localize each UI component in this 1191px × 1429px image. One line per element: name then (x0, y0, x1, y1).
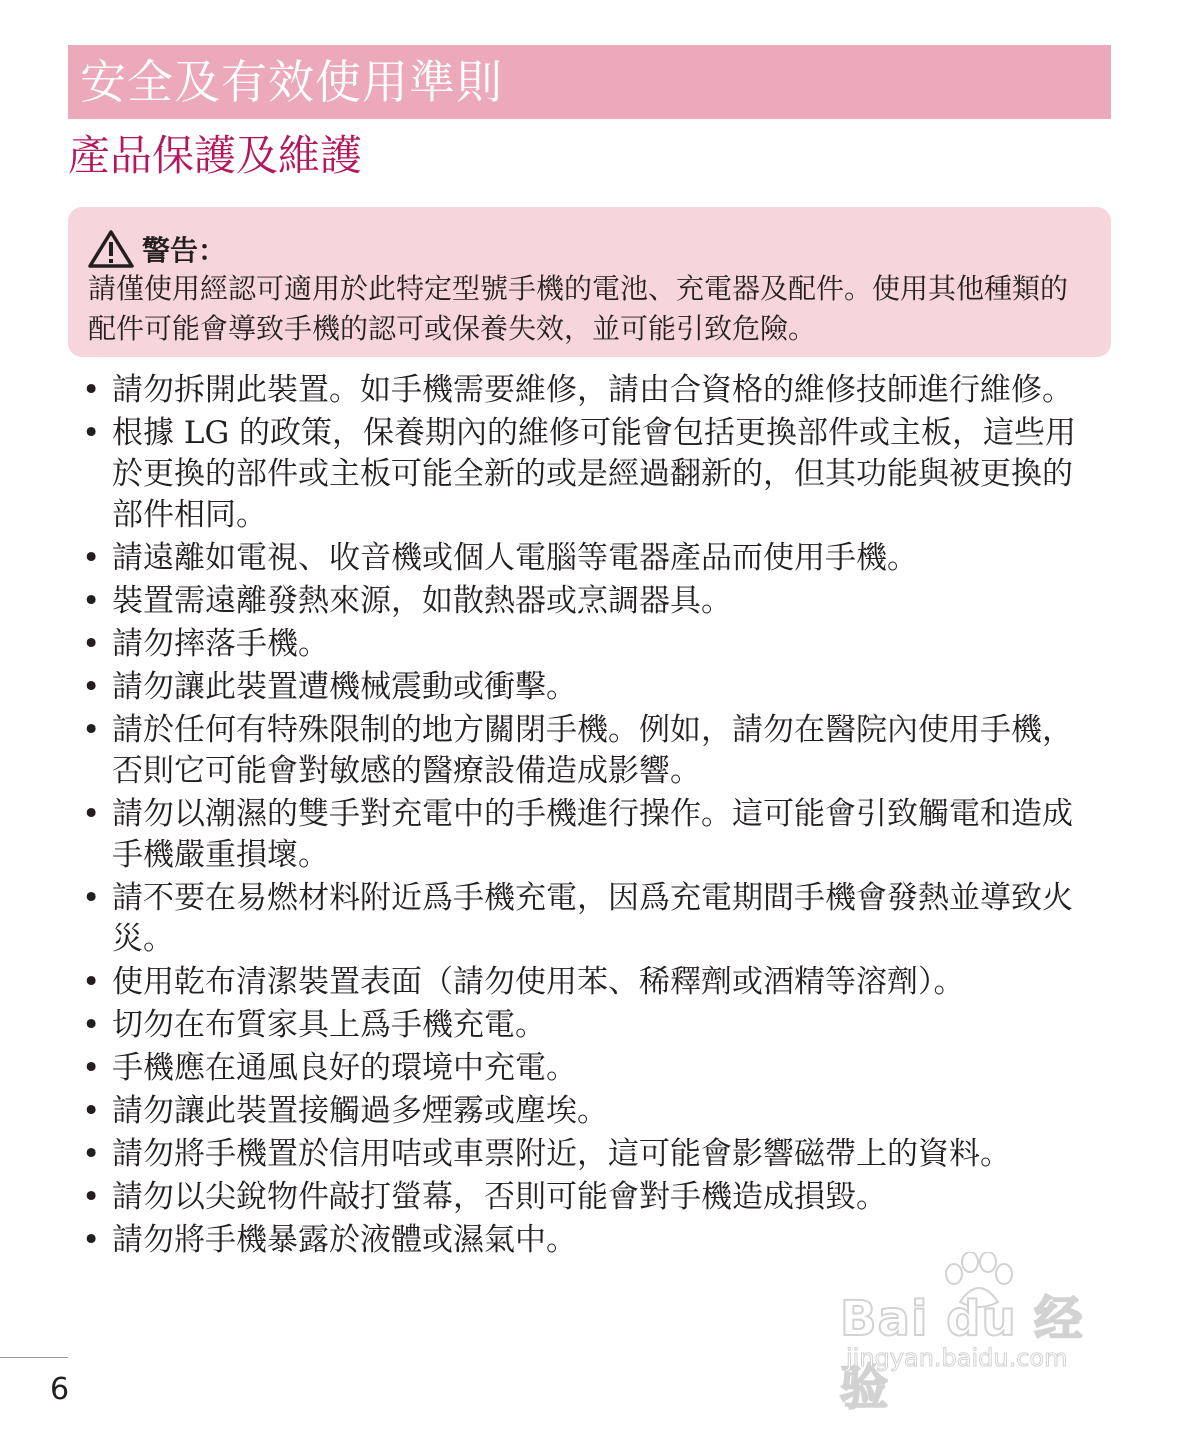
list-item (82, 538, 1102, 579)
page-number: 6 (50, 1372, 70, 1407)
list-item (82, 962, 1102, 1003)
warning-text: 請僅使用經認可適用於此特定型號手機的電池、充電器及配件。使用其他種類的配件可能會導致手機的認可或保養失效，並可能引致危險。 (88, 272, 1069, 345)
bullet-dot: • (82, 796, 101, 832)
bullet-dot: • (82, 626, 101, 662)
section-title: 產品保護及維護 (68, 131, 363, 180)
watermark-logo-text: Bai du 经验 (840, 1291, 1084, 1416)
list-item (82, 624, 1102, 665)
list-item (82, 1005, 1102, 1046)
list-item (82, 878, 1102, 960)
bullet-dot: • (82, 583, 101, 619)
list-item-text: 請勿讓此裝置遭機械震動或衝擊。 (112, 669, 577, 705)
list-item (82, 1177, 1102, 1218)
page-title: 安全及有效使用準則 (80, 55, 503, 109)
bullet-dot: • (82, 1179, 101, 1215)
list-item-text: 請勿將手機置於信用咭或車票附近，這可能會影響磁帶上的資料。 (112, 1136, 1011, 1172)
bullet-dot: • (82, 1093, 101, 1129)
bullet-dot: • (82, 669, 101, 705)
bullet-dot: • (82, 1007, 101, 1043)
list-item-text: 使用乾布清潔裝置表面（請勿使用苯、稀釋劑或酒精等溶劑）。 (112, 964, 965, 1000)
header-band (68, 45, 1111, 119)
list-item-text: 請勿將手機暴露於液體或濕氣中。 (112, 1222, 577, 1258)
bullet-dot: • (82, 415, 101, 451)
list-item-text: 請勿以尖銳物件敲打螢幕，否則可能會對手機造成損毀。 (112, 1179, 887, 1215)
list-item (82, 1134, 1102, 1175)
list-item-text: 請勿讓此裝置接觸過多煙霧或塵埃。 (112, 1093, 608, 1129)
watermark-url: jingyan.baidu.com (846, 1344, 1068, 1372)
list-item (82, 1091, 1102, 1132)
list-item (82, 581, 1102, 622)
bullet-dot: • (82, 1222, 101, 1258)
list-item (82, 1048, 1102, 1089)
warning-box (68, 207, 1111, 357)
bullet-dot: • (82, 964, 101, 1000)
list-item-text: 裝置需遠離發熱來源，如散熱器或烹調器具。 (112, 583, 732, 619)
list-item (82, 413, 1102, 536)
warning-triangle-icon (88, 230, 134, 268)
warning-heading (88, 229, 226, 269)
list-item-text: 請勿摔落手機。 (112, 626, 329, 662)
list-item-text: 請不要在易燃材料附近爲手機充電，因爲充電期間手機會發熱並導致火災。 (112, 880, 1073, 957)
list-item-text: 手機應在通風良好的環境中充電。 (112, 1050, 577, 1086)
list-item (82, 794, 1102, 876)
list-item-text: 請於任何有特殊限制的地方關閉手機。例如，請勿在醫院內使用手機，否則它可能會對敏感的醫療設備造成影響。 (112, 712, 1073, 789)
bullet-dot: • (82, 1136, 101, 1172)
bullet-dot: • (82, 1050, 101, 1086)
list-item (82, 370, 1102, 411)
page-footer-rule (0, 1357, 68, 1358)
list-item (82, 667, 1102, 708)
bullet-dot: • (82, 372, 101, 408)
list-item-text: 根據 LG 的政策，保養期內的維修可能會包括更換部件或主板，這些用於更換的部件或主板可能全新的或是經過翻新的，但其功能與被更換的部件相同。 (112, 415, 1077, 533)
list-item-text: 切勿在布質家具上爲手機充電。 (112, 1007, 546, 1043)
warning-label: 警告： (142, 234, 227, 267)
bullet-list (82, 370, 1102, 1263)
bullet-dot: • (82, 712, 101, 748)
bullet-dot: • (82, 880, 101, 916)
baidu-watermark (840, 1252, 1130, 1416)
list-item (82, 710, 1102, 792)
list-item-text: 請勿拆開此裝置。如手機需要維修，請由合資格的維修技師進行維修。 (112, 372, 1073, 408)
list-item-text: 請勿以潮濕的雙手對充電中的手機進行操作。這可能會引致觸電和造成手機嚴重損壞。 (112, 796, 1073, 873)
list-item-text: 請遠離如電視、收音機或個人電腦等電器產品而使用手機。 (112, 540, 918, 576)
bullet-dot: • (82, 540, 101, 576)
